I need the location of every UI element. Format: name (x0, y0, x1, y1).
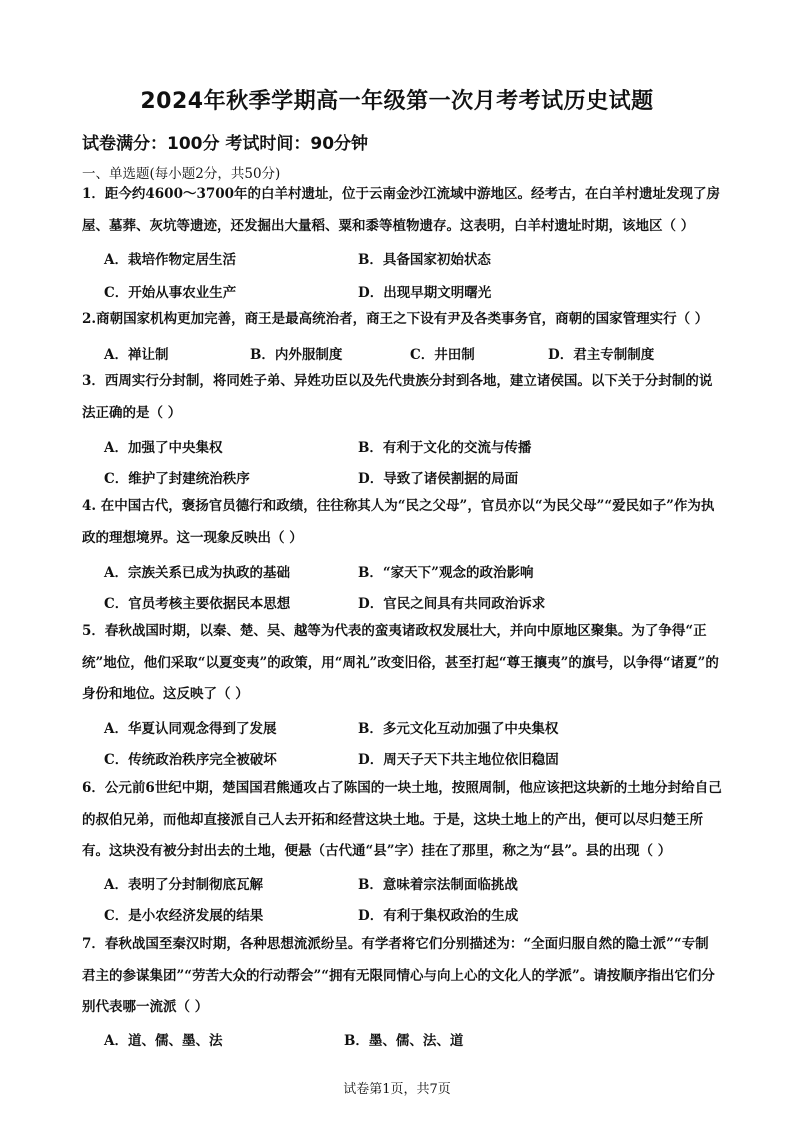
question-3: 3．西周实行分封制，将同姓子弟、异姓功臣以及先代贵族分封到各地，建立诸侯国。以下关于分封制的说法正确的是（ ） (82, 373, 713, 421)
q6-option-a: A．表明了分封制彻底瓦解 (104, 877, 263, 893)
q6-option-d: D．有利于集权政治的生成 (358, 908, 519, 924)
q3-option-c: C．维护了封建统治秩序 (104, 471, 250, 487)
q2-option-d: D．君主专制制度 (548, 347, 655, 363)
q4-option-c: C．官员考核主要依据民本思想 (104, 596, 291, 612)
q5-option-d: D．周天子天下共主地位依旧稳固 (358, 752, 559, 768)
q1-option-d: D．出现早期文明曙光 (358, 285, 492, 301)
question-2: 2.商朝国家机构更加完善，商王是最高统治者，商王之下设有尹及各类事务官，商朝的国家管理实行（ ） (82, 311, 709, 327)
question-4: 4. 在中国古代，褒扬官员德行和政绩，往往称其人为“民之父母”，官员亦以“为民父母”“爱民如子”作为执政的理想境界。这一现象反映出（ ） (82, 498, 715, 546)
q6-option-b: B．意味着宗法制面临挑战 (358, 877, 518, 893)
q1-option-c: C．开始从事农业生产 (104, 285, 237, 301)
q1-option-b: B．具备国家初始状态 (358, 252, 491, 268)
question-5: 5．春秋战国时期，以秦、楚、吴、越等为代表的蛮夷诸政权发展壮大，并向中原地区聚集。为了争得“正统”地位，他们采取“以夏变夷”的政策，用“周礼”改变旧俗，甚至打起“尊王攘夷”的旗号，以争得“诸夏”的身份和地位。这反映了（ ） (82, 623, 719, 702)
section-heading: 一、单选题(每小题2分，共50分) (82, 166, 281, 182)
exam-meta: 试卷满分：100分 考试时间：90分钟 (82, 134, 369, 154)
q4-option-b: B．“家天下”观念的政治影响 (358, 565, 534, 581)
q5-option-b: B．多元文化互动加强了中央集权 (358, 721, 559, 737)
q7-option-b: B．墨、儒、法、道 (344, 1033, 464, 1049)
q2-option-c: C．井田制 (410, 347, 475, 363)
q6-option-c: C．是小农经济发展的结果 (104, 908, 264, 924)
q3-option-a: A．加强了中央集权 (104, 440, 223, 456)
q5-option-a: A．华夏认同观念得到了发展 (104, 721, 277, 737)
q2-option-a: A．禅让制 (104, 347, 169, 363)
q3-option-b: B．有利于文化的交流与传播 (358, 440, 532, 456)
q2-option-b: B．内外服制度 (250, 347, 343, 363)
q4-option-a: A．宗族关系已成为执政的基础 (104, 565, 290, 581)
page-footer: 试卷第1页，共7页 (343, 1082, 451, 1097)
question-6: 6．公元前6世纪中期，楚国国君熊通攻占了陈国的一块土地，按照周制，他应该把这块新的土地分封给自己的叔伯兄弟，而他却直接派自己人去开拓和经营这块土地。于是，这块土地上的产出，便可以尽归楚王所有。这块没有被分封出去的土地，便悬（古代通“县”字）挂在了那里，称之为“县”。县的出现（ ） (82, 780, 722, 859)
q4-option-d: D．官民之间具有共同政治诉求 (358, 596, 546, 612)
question-1: 1．距今约4600～3700年的白羊村遗址，位于云南金沙江流域中游地区。经考古，在白羊村遗址发现了房屋、墓葬、灰坑等遗迹，还发掘出大量稻、粟和黍等植物遗存。这表明，白羊村遗址时期，该地区（ ） (82, 186, 721, 234)
q3-option-d: D．导致了诸侯割据的局面 (358, 471, 519, 487)
q5-option-c: C．传统政治秩序完全被破坏 (104, 752, 277, 768)
question-7: 7．春秋战国至秦汉时期，各种思想流派纷呈。有学者将它们分别描述为：“全面归服自然的隐士派”“专制君主的参谋集团”“劳苦大众的行动帮会”“拥有无限同情心与向上心的文化人的学派”。请按顺序指出它们分别代表哪一流派（ ） (82, 936, 715, 1015)
q1-option-a: A．栽培作物定居生活 (104, 252, 236, 268)
q7-option-a: A．道、儒、墨、法 (104, 1033, 223, 1049)
exam-title: 2024年秋季学期高一年级第一次月考考试历史试题 (140, 89, 654, 114)
